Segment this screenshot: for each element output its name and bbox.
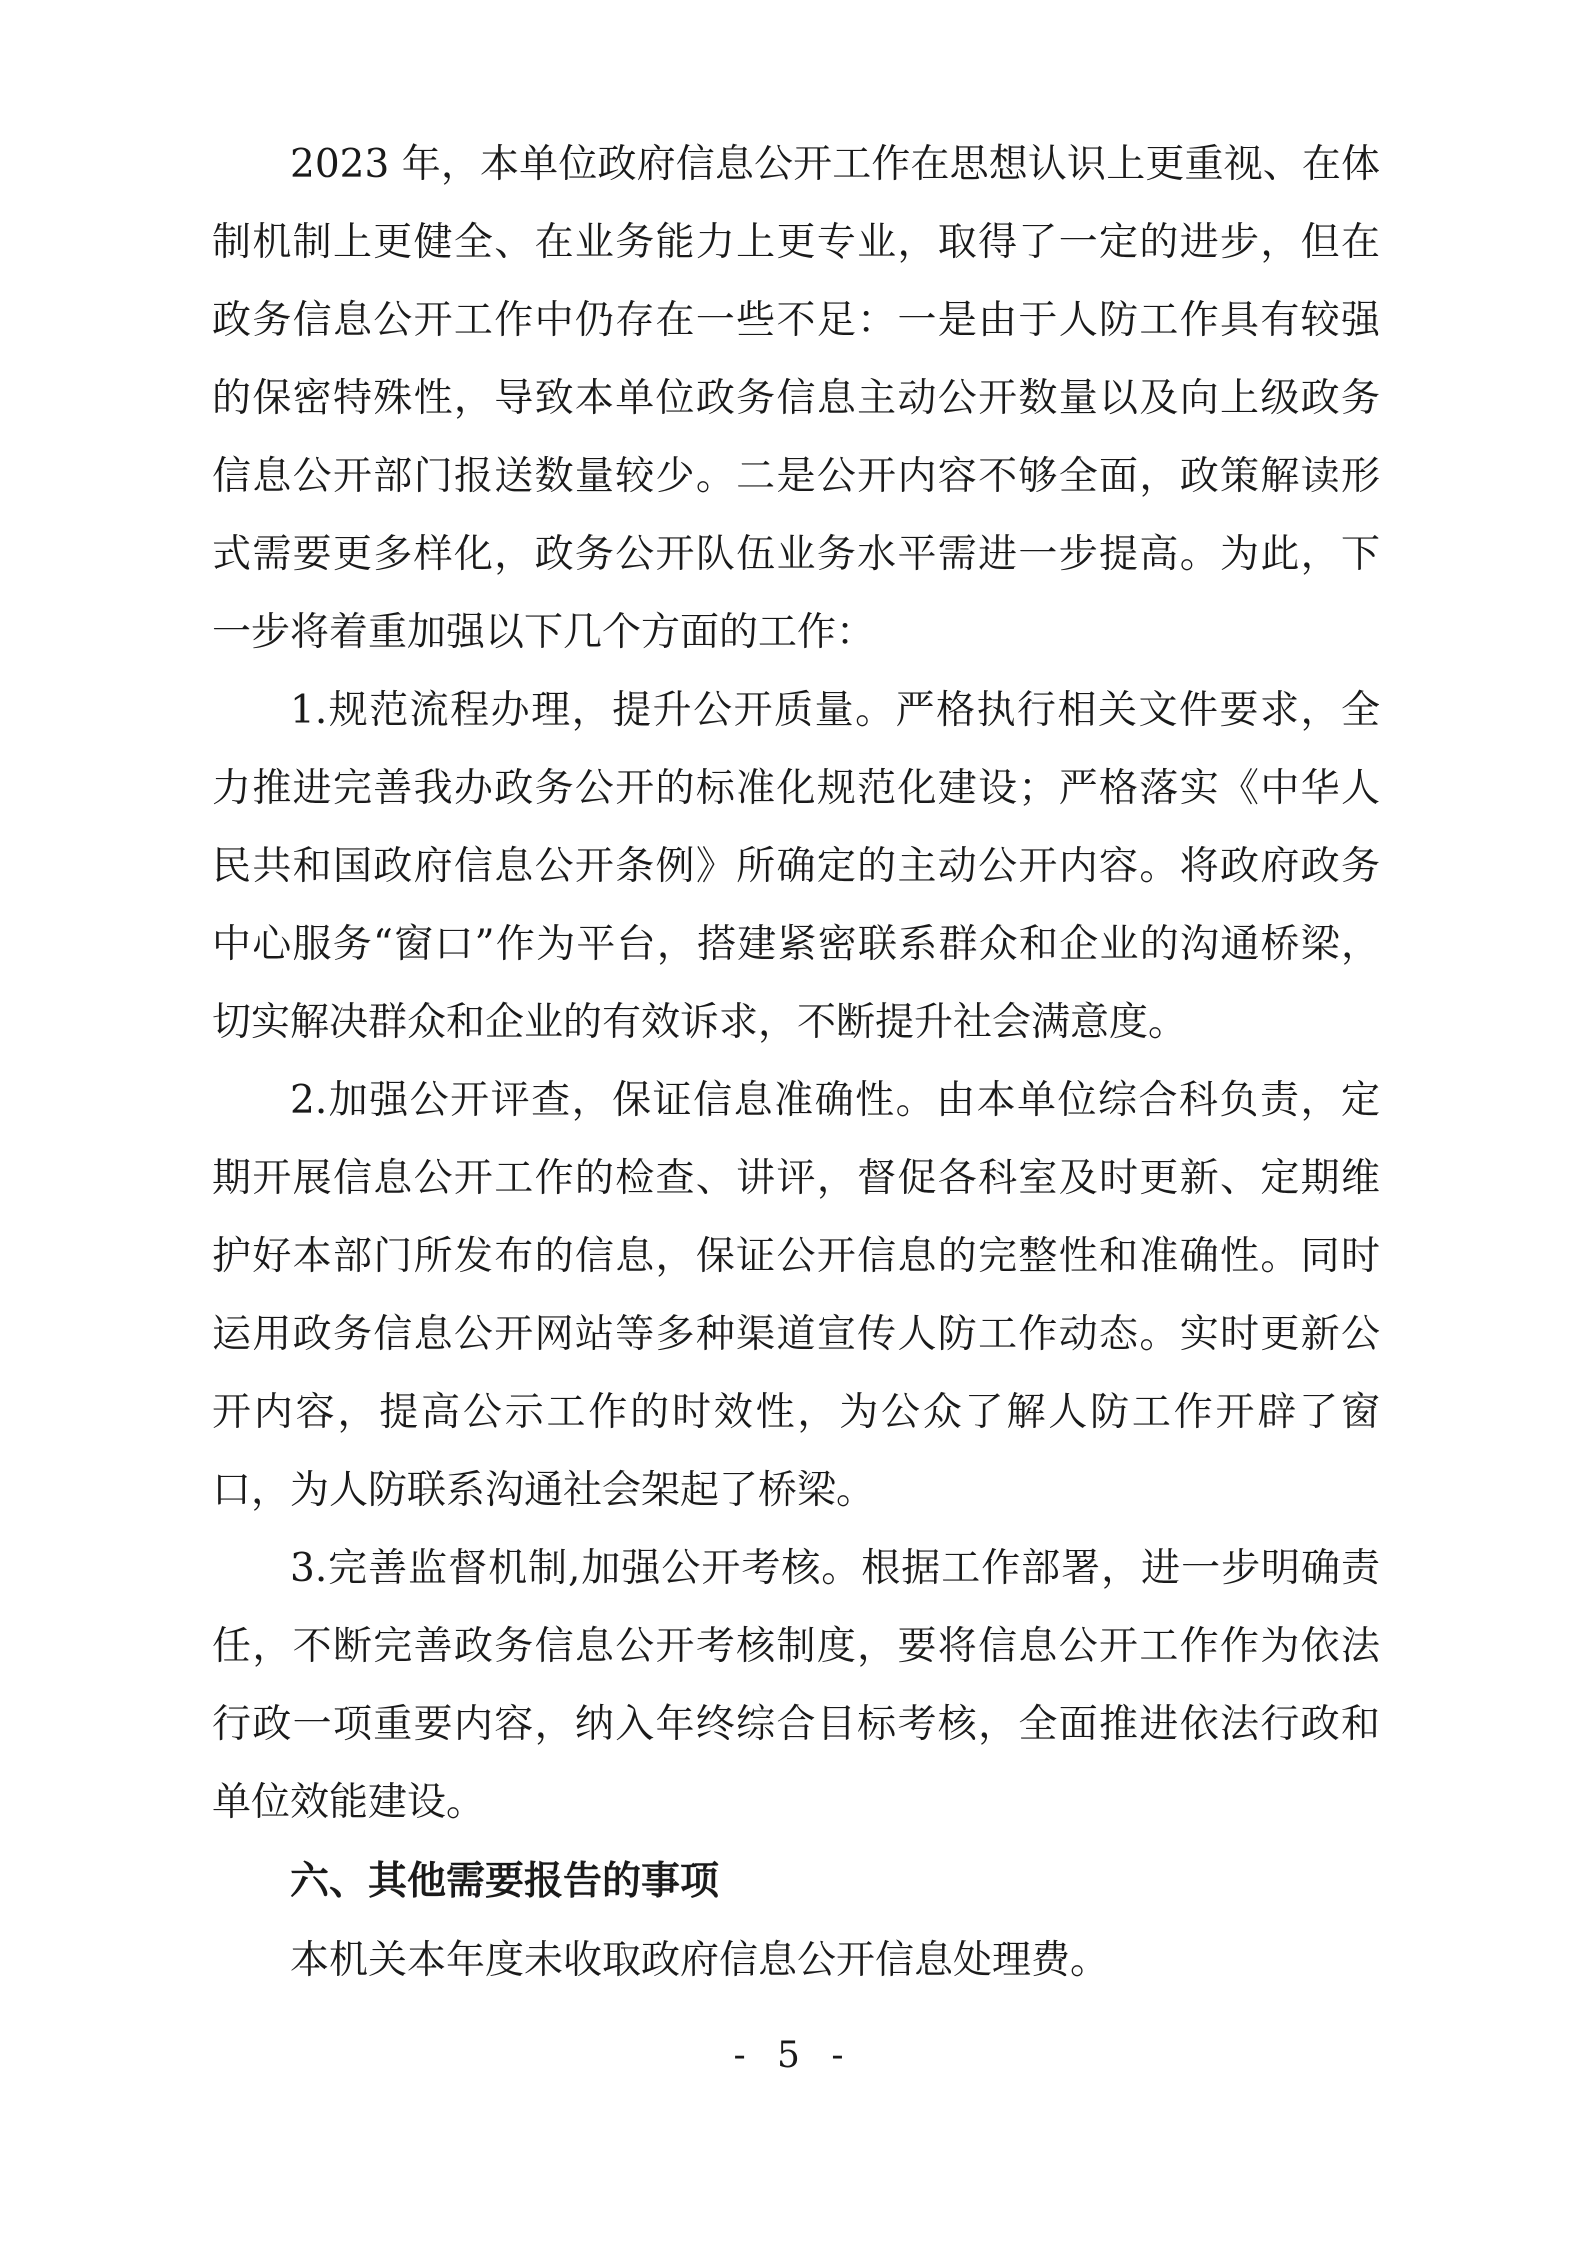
page-number: - 5 -: [733, 2035, 854, 2076]
paragraph-item-1: 1.规范流程办理，提升公开质量。严格执行相关文件要求，全力推进完善我办政务公开的标准化规范化建设；严格落实《中华人民共和国政府信息公开条例》所确定的主动公开内容。将政府政务中心服务“窗口”作为平台，搭建紧密联系群众和企业的沟通桥梁，切实解决群众和企业的有效诉求，不断提升社会满意度。: [212, 688, 1380, 1045]
paragraph-summary: 2023 年，本单位政府信息公开工作在思想认识上更重视、在体制机制上更健全、在业务能力上更专业，取得了一定的进步，但在政务信息公开工作中仍存在一些不足：一是由于人防工作具有较强的保密特殊性，导致本单位政务信息主动公开数量以及向上级政务信息公开部门报送数量较少。二是公开内容不够全面，政策解读形式需要更多样化，政务公开队伍业务水平需进一步提高。为此，下一步将着重加强以下几个方面的工作：: [212, 142, 1380, 655]
section-heading: 六、其他需要报告的事项: [290, 1859, 720, 1904]
paragraph-closing: 本机关本年度未收取政府信息公开信息处理费。: [290, 1938, 1110, 1983]
document-body: [212, 126, 1380, 2000]
paragraph-item-3: 3.完善监督机制,加强公开考核。根据工作部署，进一步明确责任，不断完善政务信息公开考核制度，要将信息公开工作作为依法行政一项重要内容，纳入年终综合目标考核，全面推进依法行政和单位效能建设。: [212, 1546, 1380, 1825]
paragraph-item-2: 2.加强公开评查，保证信息准确性。由本单位综合科负责，定期开展信息公开工作的检查、讲评，督促各科室及时更新、定期维护好本部门所发布的信息，保证公开信息的完整性和准确性。同时运用政务信息公开网站等多种渠道宣传人防工作动态。实时更新公开内容，提高公示工作的时效性，为公众了解人防工作开辟了窗口，为人防联系沟通社会架起了桥梁。: [212, 1078, 1380, 1513]
